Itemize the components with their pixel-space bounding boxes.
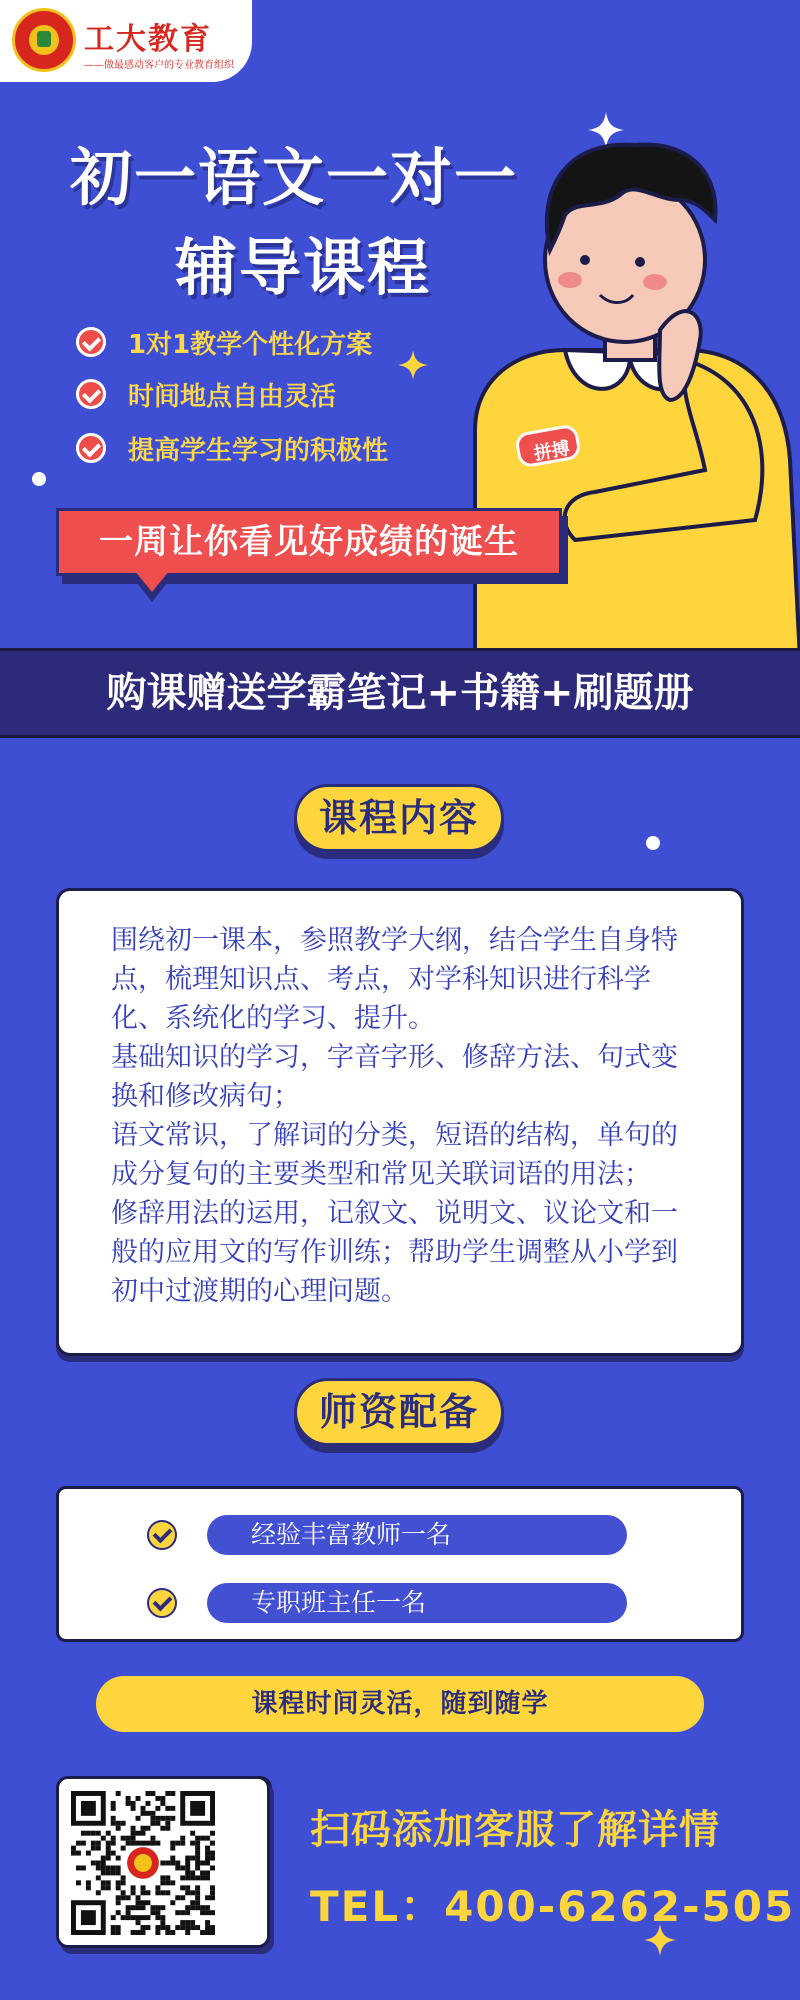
gift-banner-text: 购课赠送学霸笔记+书籍+刷题册: [106, 670, 694, 716]
course-content-text: [111, 921, 701, 1311]
logo-bar: [0, 0, 252, 82]
teacher-item-label: 专职班主任一名: [207, 1583, 627, 1623]
check-icon: [76, 379, 106, 409]
bubble-tail-fill: [134, 570, 170, 592]
check-icon: [147, 1588, 177, 1618]
course-paragraph: 围绕初一课本，参照教学大纲，结合学生自身特点，梳理知识点、考点，对学科知识进行科学化、系统化的学习、提升。: [111, 925, 678, 1034]
character-badge-label: 拼搏: [532, 438, 572, 465]
section-title-teachers: 师资配备: [294, 1378, 504, 1446]
scan-prompt-text: 扫码添加客服了解详情: [310, 1807, 720, 1853]
decor-dot: [32, 472, 46, 486]
course-content-box: [56, 888, 744, 1356]
qr-code-icon[interactable]: [71, 1791, 215, 1935]
teachers-box: [56, 1486, 744, 1642]
teacher-item-label: 经验丰富教师一名: [207, 1515, 627, 1555]
flexible-schedule-bar: 课程时间灵活，随到随学: [96, 1676, 704, 1732]
slogan-text: 一周让你看见好成绩的诞生: [99, 522, 519, 562]
course-paragraph: 语文常识，了解词的分类，短语的结构，单句的成分复句的主要类型和常见关联词语的用法；: [111, 1120, 678, 1190]
course-paragraph: 修辞用法的运用，记叙文、说明文、议论文和一般的应用文的写作训练；帮助学生调整从小学到初中过渡期的心理问题。: [111, 1198, 678, 1307]
check-icon: [76, 433, 106, 463]
brand-name: 工大教育: [84, 22, 212, 57]
slogan-bubble: [56, 508, 562, 576]
feature-item: 1对1教学个性化方案: [76, 322, 372, 362]
section-title-course: 课程内容: [294, 784, 504, 852]
student-character-illustration: [455, 100, 800, 660]
check-icon: [76, 327, 106, 357]
page-title-line-2: 辅导课程: [175, 231, 432, 304]
page-title-line-1: 初一语文一对一: [70, 141, 519, 214]
course-paragraph: 基础知识的学习，字音字形、修辞方法、句式变换和修改病句；: [111, 1042, 678, 1112]
qr-card[interactable]: [56, 1776, 270, 1948]
telephone-number[interactable]: TEL：400-6262-505: [310, 1882, 796, 1931]
sparkle-icon: [398, 350, 428, 380]
check-icon: [147, 1520, 177, 1550]
teacher-item: [147, 1515, 627, 1555]
logo-emblem-icon: [12, 8, 76, 72]
decor-dot: [646, 836, 660, 850]
brand-slogan: ——做最感动客户的专业教育组织: [84, 60, 234, 71]
teacher-item: [147, 1583, 627, 1623]
feature-item: 时间地点自由灵活: [76, 374, 336, 414]
feature-item: 提高学生学习的积极性: [76, 428, 388, 468]
gift-banner: [0, 648, 800, 738]
